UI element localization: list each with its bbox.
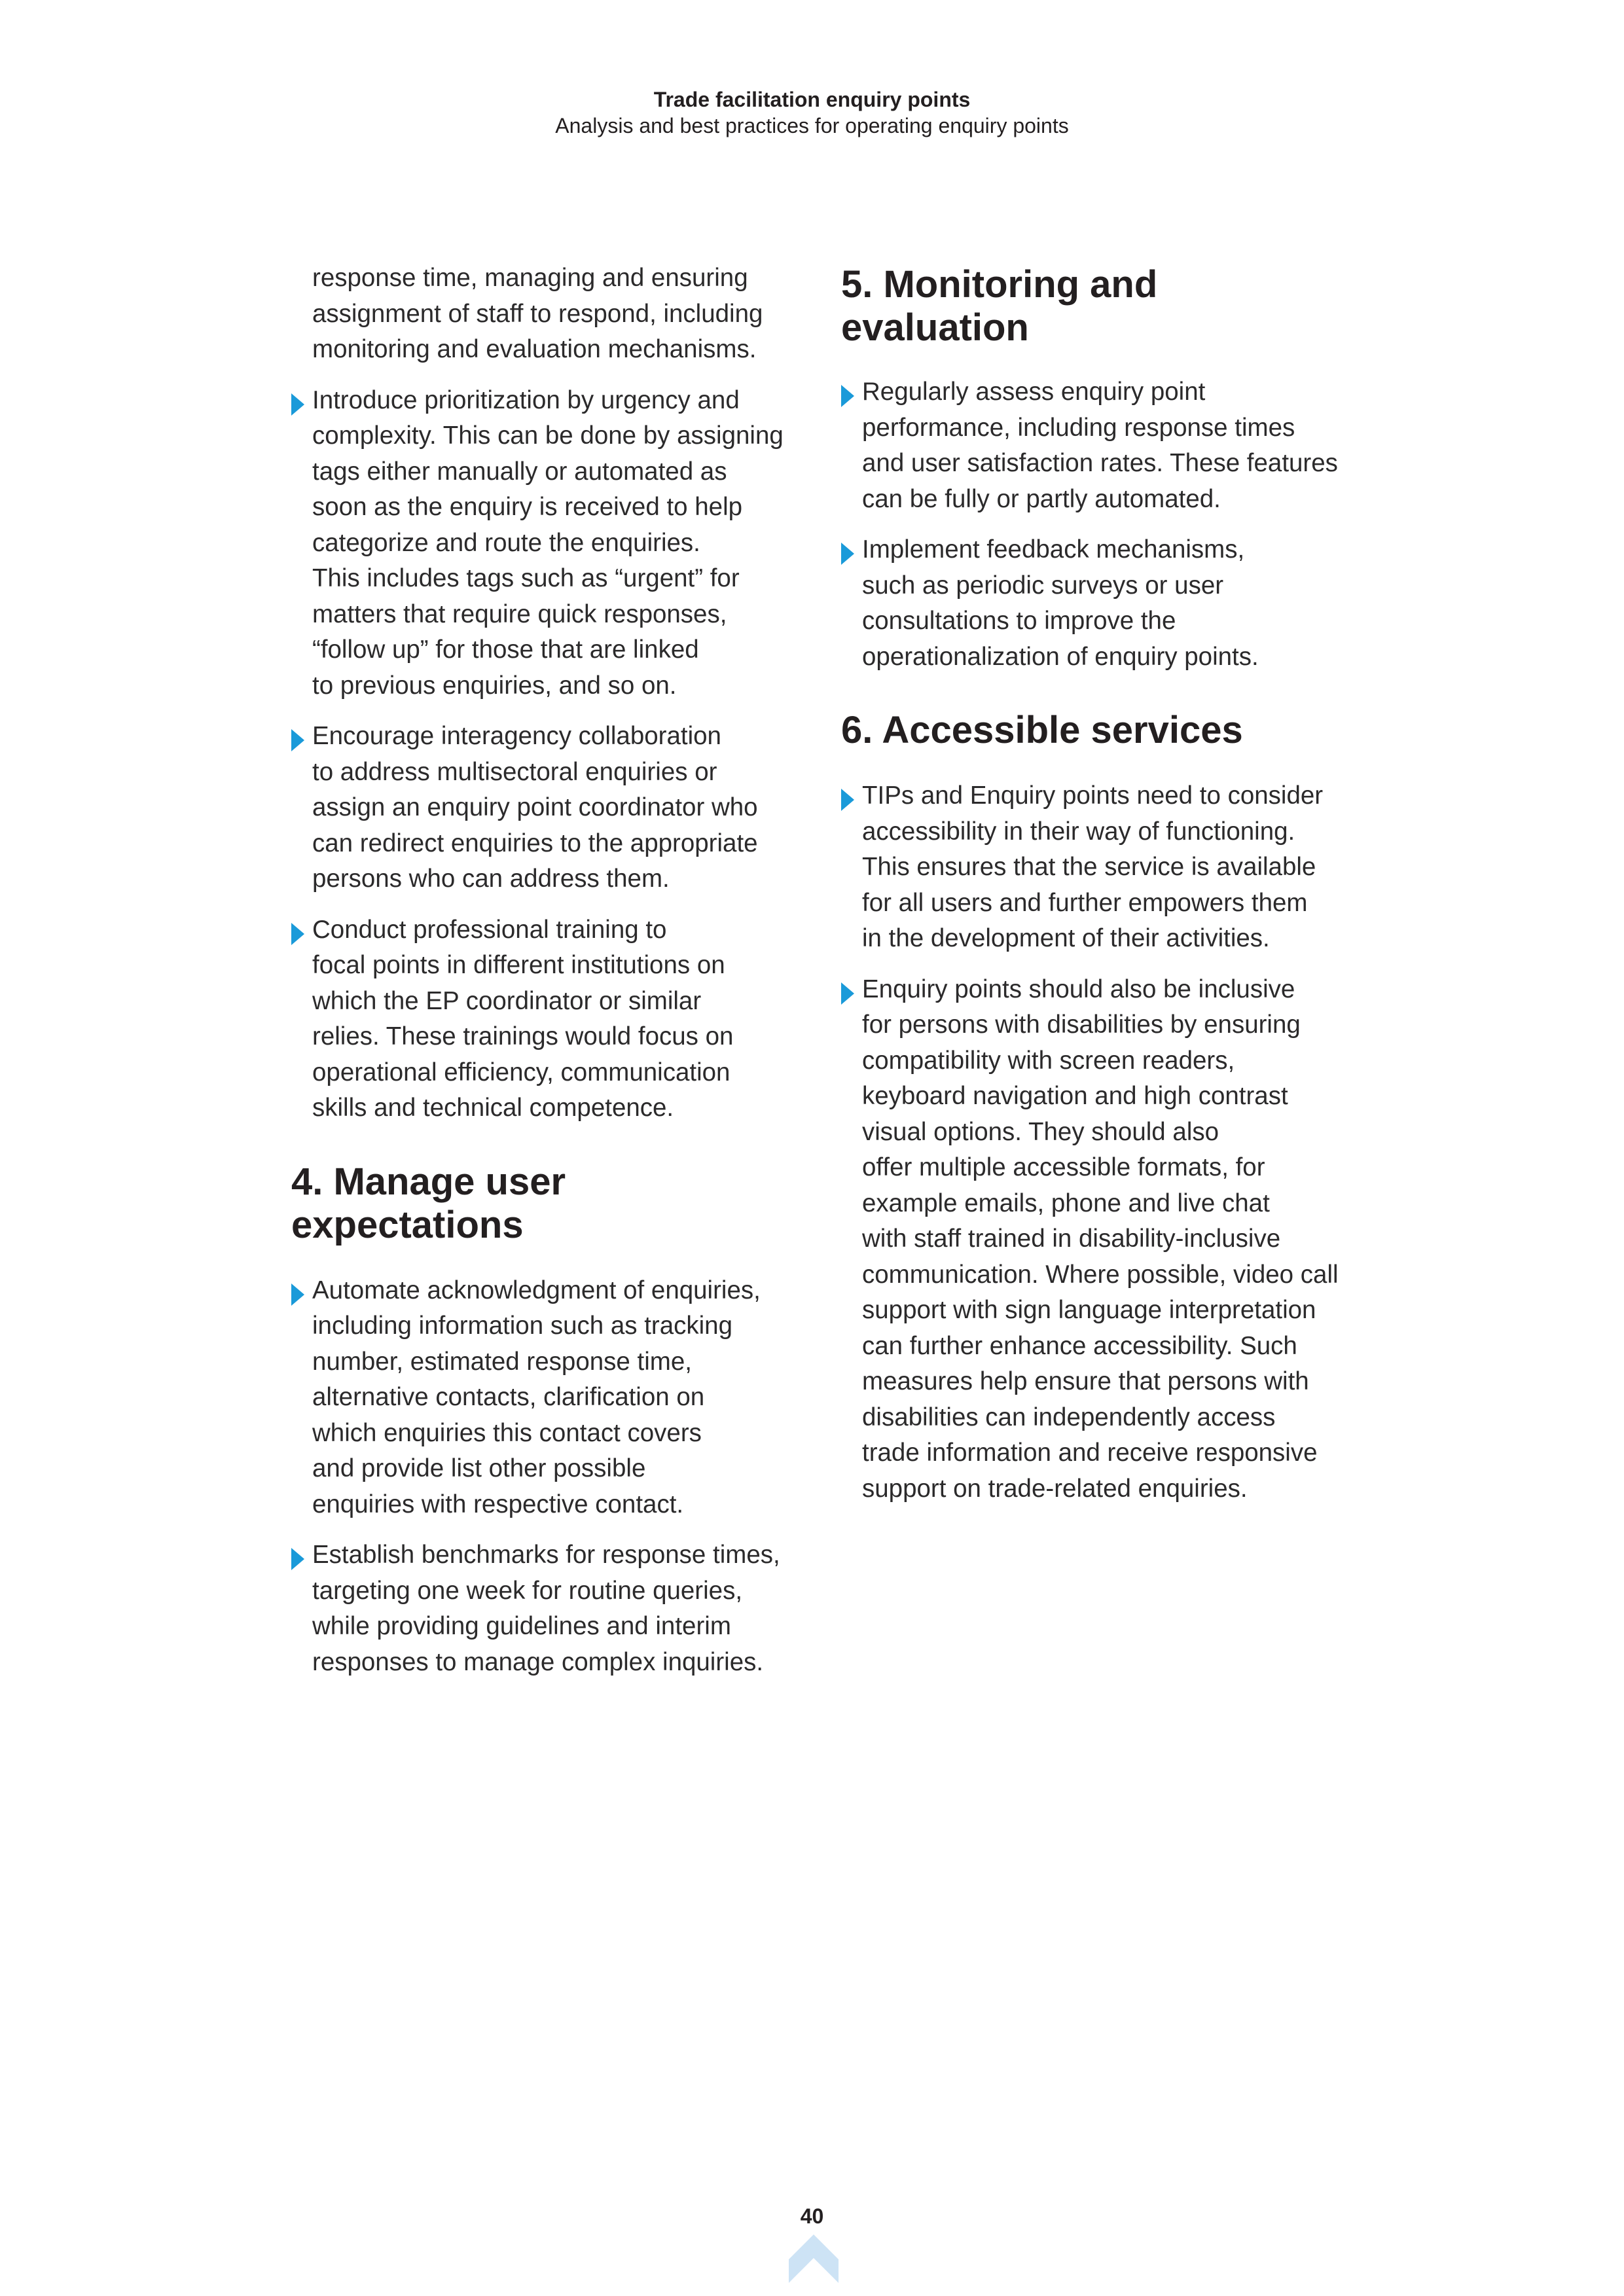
document-subtitle: Analysis and best practices for operating enquiry points bbox=[555, 114, 1069, 137]
triangle-bullet-icon bbox=[841, 789, 854, 811]
section-heading-monitoring-evaluation: 5. Monitoring and evaluation bbox=[841, 263, 1158, 349]
triangle-bullet-icon bbox=[291, 729, 304, 751]
triangle-bullet-icon bbox=[291, 1283, 304, 1306]
left-column bbox=[291, 260, 802, 1695]
bullet-assess-performance: Regularly assess enquiry point performance, including response times and user satisfaction rates. These features can be fully or partly automated. bbox=[841, 374, 1358, 517]
document-title: Trade facilitation enquiry points bbox=[653, 88, 971, 111]
triangle-bullet-icon bbox=[841, 982, 854, 1005]
triangle-bullet-icon bbox=[841, 385, 854, 407]
triangle-bullet-icon bbox=[291, 923, 304, 945]
bullet-establish-benchmarks: Establish benchmarks for response times, targeting one week for routine queries, while providing guidelines and interim responses to manage complex inquiries. bbox=[291, 1537, 802, 1680]
bullet-prioritization: Introduce prioritization by urgency and complexity. This can be done by assigning tags either manually or automated as soon as the enquiry is received to help categorize and route the enquiries. This includes tags such as “urgent” for matters that require quick responses, “follow up” for those that are linked to previous enquiries, and so on. bbox=[291, 383, 802, 704]
right-column bbox=[841, 263, 1358, 1522]
bullet-automate-acknowledgment: Automate acknowledgment of enquiries, including information such as tracking number, estimated response time, alternative contacts, clarification on which enquiries this contact covers and provide list other possible enquiries with respective contact. bbox=[291, 1273, 802, 1523]
bullet-tips-accessibility: TIPs and Enquiry points need to consider accessibility in their way of functioning. This ensures that the service is available for all users and further empowers them in the development of their activities. bbox=[841, 778, 1358, 957]
triangle-bullet-icon bbox=[291, 1548, 304, 1570]
bullet-professional-training: Conduct professional training to focal points in different institutions on which the EP coordinator or similar relies. These trainings would focus on operational efficiency, communication skills and technical competence. bbox=[291, 912, 802, 1126]
triangle-bullet-icon bbox=[291, 393, 304, 416]
continued-paragraph: response time, managing and ensuring assignment of staff to respond, including monitoring and evaluation mechanisms. bbox=[312, 264, 763, 363]
section-heading-manage-user-expectations: 4. Manage user expectations bbox=[291, 1160, 566, 1246]
section-heading-accessible-services: 6. Accessible services bbox=[841, 709, 1243, 751]
running-header bbox=[0, 86, 1624, 139]
bullet-feedback-mechanisms: Implement feedback mechanisms, such as periodic surveys or user consultations to improve the operationalization of enquiry points. bbox=[841, 532, 1358, 675]
bullet-inclusive-disabilities: Enquiry points should also be inclusive for persons with disabilities by ensuring compatibility with screen readers, keyboard navigation and high contrast visual options. They should also offer multiple accessible formats, for example emails, phone and live chat with staff trained in disability-inclusive communication. Where possible, video call support with sign language interpretation can further enhance accessibility. Such measures help ensure that persons with disabilities can independently access trade information and receive responsive support on trade-related enquiries. bbox=[841, 972, 1358, 1507]
bullet-interagency-collaboration: Encourage interagency collaboration to address multisectoral enquiries or assign an enquiry point coordinator who can redirect enquiries to the appropriate persons who can address them. bbox=[291, 719, 802, 897]
chevron-up-icon[interactable] bbox=[789, 2233, 839, 2283]
triangle-bullet-icon bbox=[841, 543, 854, 565]
page-number: 40 bbox=[800, 2204, 824, 2228]
